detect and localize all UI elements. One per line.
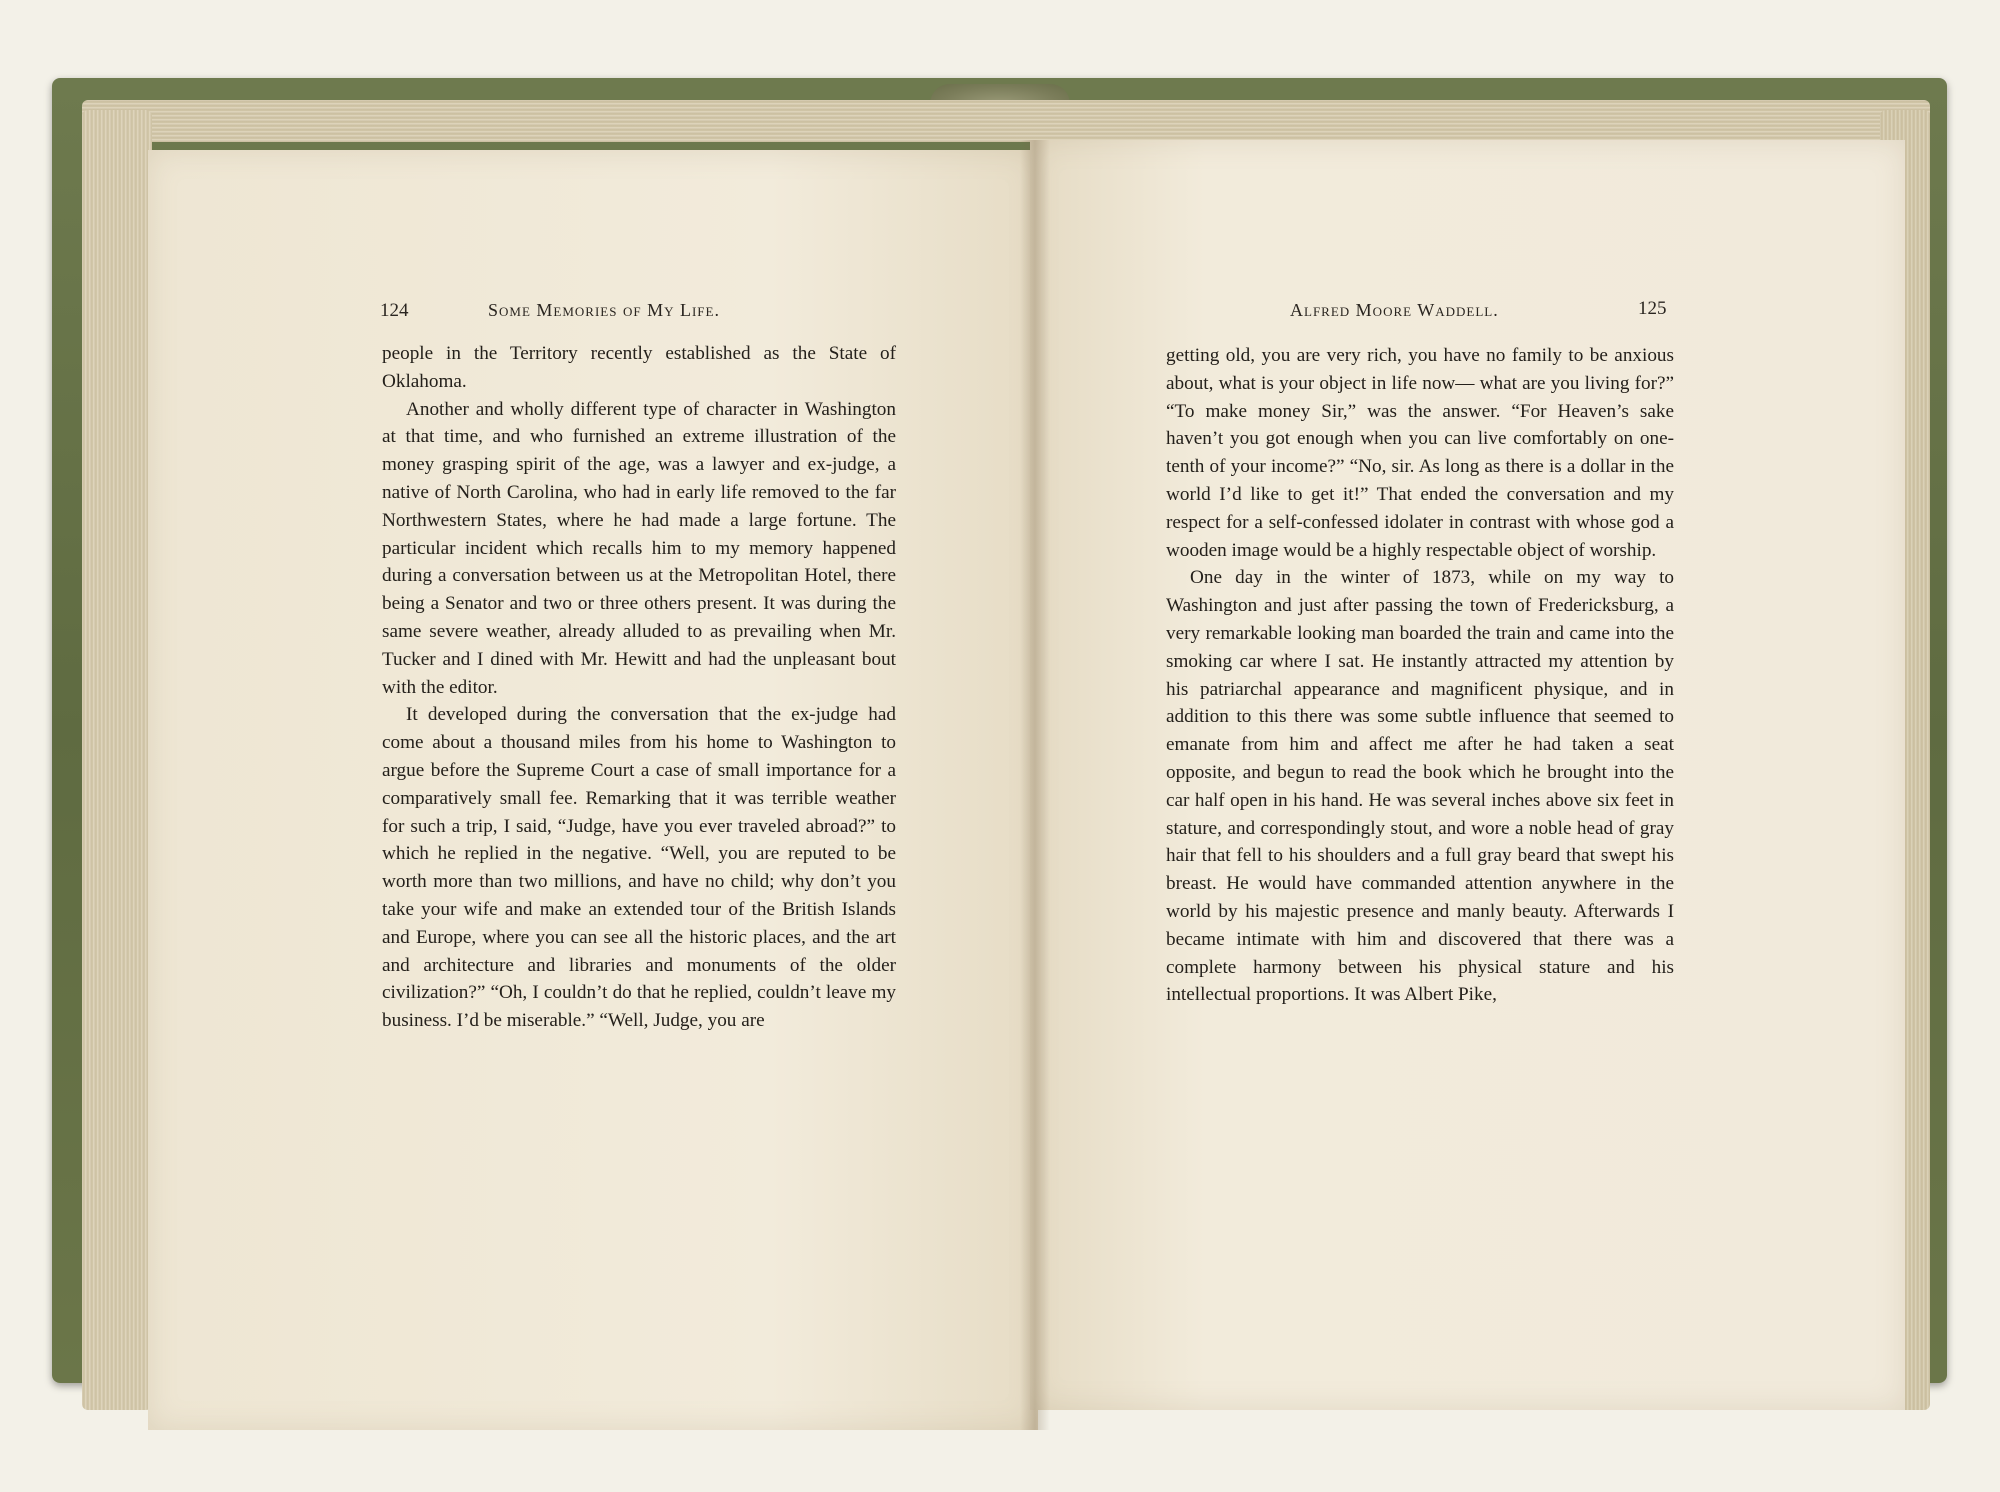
left-paragraph-1: people in the Territory recently established as the State of Oklahoma.: [382, 343, 896, 392]
right-paragraph-2: One day in the winter of 1873, while on my way to Washington and just after passing the town of Fredericksburg, a very remarkable looking man boarded the train and came into the smoking car where I sat. He instantly attracted my attention by his patriarchal appearance and magnificent physique, and in addition to this there was some subtle influence that seemed to emanate from him and affect me after he had taken a seat opposite, and begun to read the book which he brought into the car half open in his hand. He was several inches above six feet in stature, and correspondingly stout, and wore a noble head of gray hair that fell to his shoulders and a full gray beard that swept his breast. He would have commanded attention anywhere in the world by his majestic presence and manly beauty. Afterwards I became intimate with him and discovered that there was a complete harmony between his physical stature and his intellectual proportions. It was Albert Pike,: [1166, 567, 1674, 1006]
right-running-head: Alfred Moore Waddell.: [1290, 300, 1499, 320]
left-running-head: Some Memories of My Life.: [488, 300, 720, 320]
left-paragraph-3: It developed during the conversation that the ex-judge had come about a thousand miles from his home to Washington to argue before the Supreme Court a case of small importance for a comparatively small fee. Remarking that it was terrible weather for such a trip, I said, “Judge, have you ever traveled abroad?” to which he replied in the negative. “Well, you are reputed to be worth more than two millions, and have no child; why don’t you take your wife and make an extended tour of the British Islands and Europe, where you can see all the historic places, and the art and architecture and libraries and monuments of the older civilization?” “Oh, I couldn’t do that he replied, couldn’t leave my business. I’d be miserable.” “Well, Judge, you are: [382, 704, 896, 1032]
right-paragraph-1: getting old, you are very rich, you have no family to be anxious about, what is your object in life now— what are you living for?” “To make money Sir,” was the answer. “For Heaven’s sake haven’t you got enough when you can live comfortably on one-tenth of your income?” “No, sir. As long as there is a dollar in the world I’d like to get it!” That ended the conversation and my respect for a self-confessed idolater in contrast with whose god a wooden image would be a highly respectable object of worship.: [1166, 345, 1674, 561]
left-page-number: 124: [380, 300, 409, 321]
right-page-number: 125: [1638, 298, 1667, 319]
right-page-text: [1166, 342, 1674, 1009]
left-page-text: [382, 340, 896, 1035]
page-edges-top: [82, 100, 1930, 142]
left-paragraph-2: Another and wholly different type of character in Washington at that time, and who furnished an extreme illustration of the money grasping spirit of the age, was a lawyer and ex-judge, a native of North Carolina, who had in early life removed to the far Northwestern States, where he had made a large fortune. The particular incident which recalls him to my memory happened during a conversation between us at the Metropolitan Hotel, there being a Senator and two or three others present. It was during the same severe weather, already alluded to as prevailing when Mr. Tucker and I dined with Mr. Hewitt and had the unpleasant bout with the editor.: [382, 398, 896, 698]
page-edges-left: [82, 110, 152, 1410]
book-gutter: [1020, 140, 1050, 1430]
